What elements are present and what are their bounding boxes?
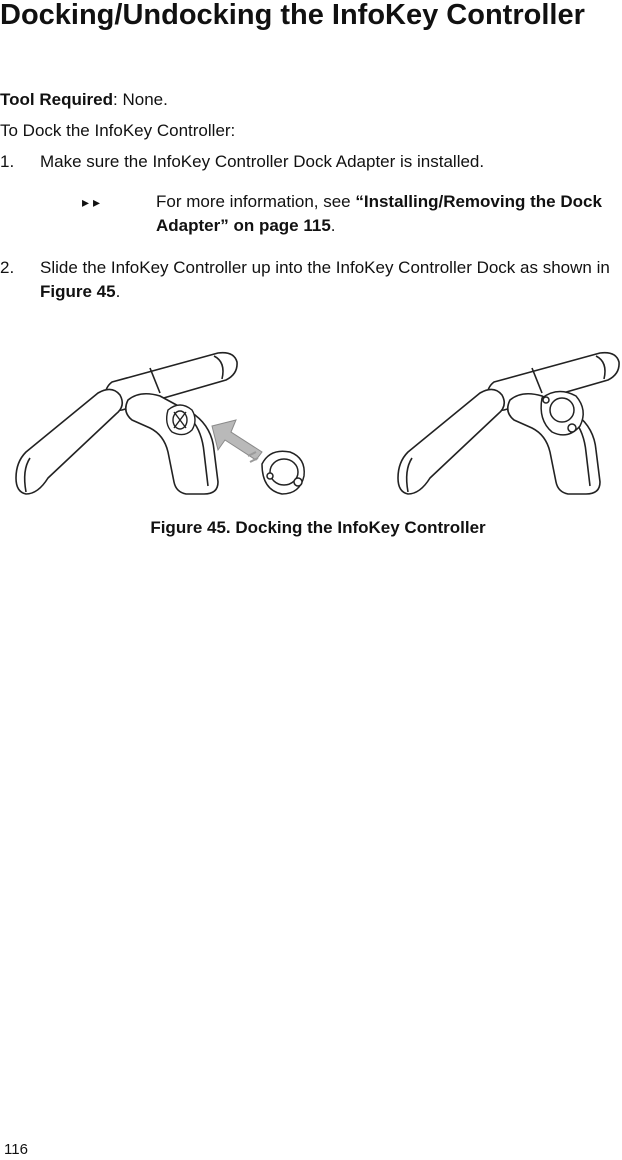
procedure-intro: To Dock the InfoKey Controller: [0,121,236,140]
figure-caption: Figure 45. Docking the InfoKey Controller [150,518,486,537]
double-arrow-icon: ▸▸ [82,194,105,210]
page-title: Docking/Undocking the InfoKey Controller [0,0,585,31]
handle-left-illustration [16,353,237,494]
note-text-after: . [330,216,336,235]
figure-reference[interactable]: Figure 45 [40,282,116,301]
step-2-text [40,256,622,304]
docking-illustration [0,335,622,510]
step-2-number: 2. [0,258,15,277]
tool-required-line [0,88,168,112]
step-1-text: Make sure the InfoKey Controller Dock Adapter is installed. [40,152,485,171]
step-2-text-before: Slide the InfoKey Controller up into the InfoKey Controller Dock as shown in [40,258,610,277]
step-2-text-after: . [115,282,121,301]
note-text-before: For more information, see [156,192,356,211]
handle-right-illustration [398,353,619,494]
note-text [156,190,616,238]
page-number: 116 [4,1141,28,1158]
insert-arrow-icon [212,420,262,462]
tool-required-label: Tool Required [0,90,114,109]
step-1-number: 1. [0,152,15,171]
infokey-controller-loose [262,451,304,494]
note-cross-reference[interactable]: “Installing/Removing the Dock Adapter” on page 115 [156,192,602,235]
tool-required-value: : None. [113,90,168,109]
